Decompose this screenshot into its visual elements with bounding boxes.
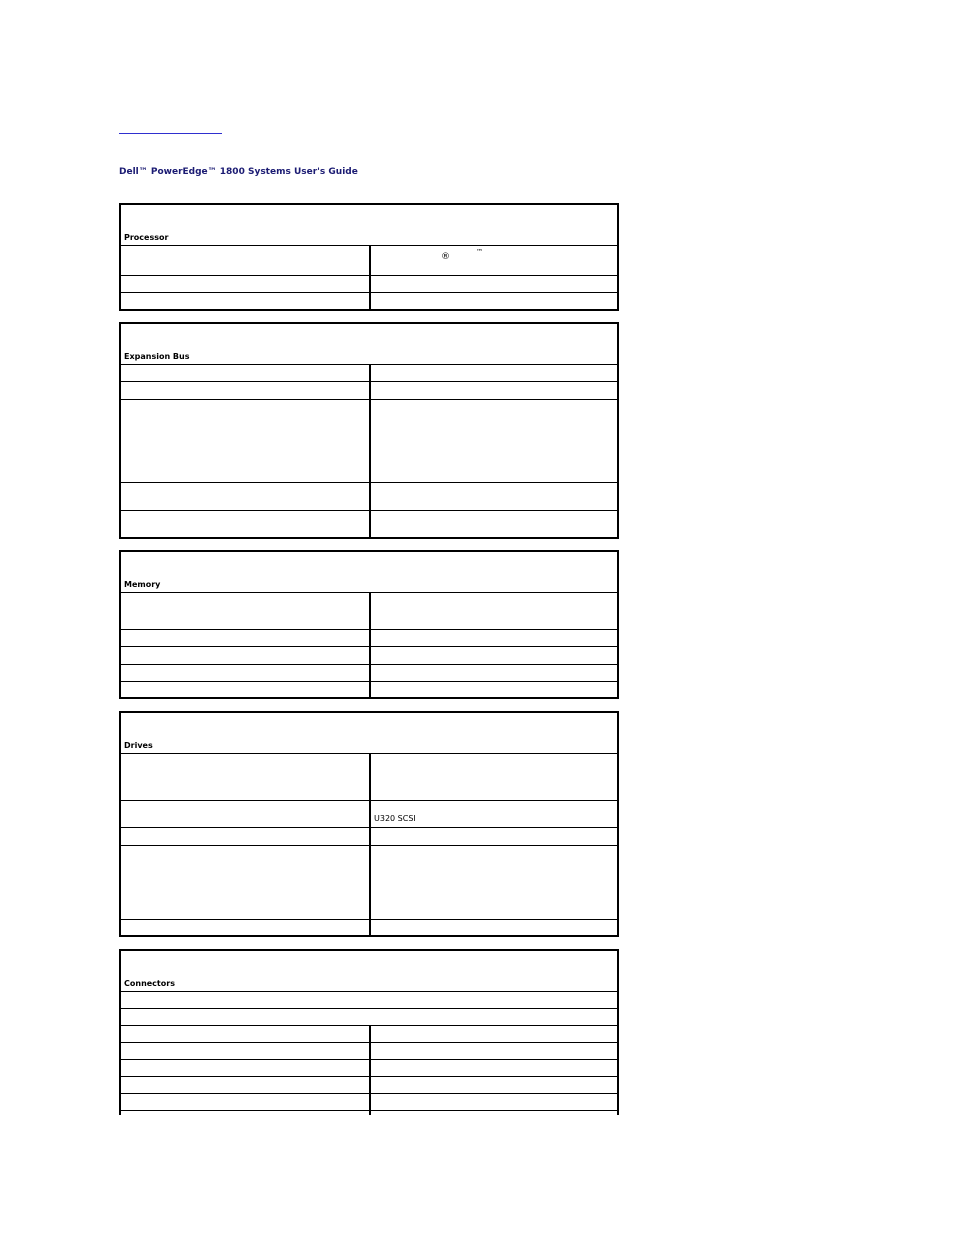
table-row	[121, 846, 617, 920]
table-cell-label	[121, 382, 371, 399]
table-cell-label	[121, 754, 371, 800]
table-row	[121, 593, 617, 630]
table-row	[121, 382, 617, 400]
table-row	[121, 665, 617, 682]
table-cell-label	[121, 992, 617, 1008]
table-cell-value	[371, 754, 617, 800]
table-cell-value	[371, 365, 617, 381]
table-cell-label	[121, 483, 371, 510]
connectors-title: Connectors	[124, 979, 175, 988]
table-cell-label	[121, 365, 371, 381]
table-row	[121, 1111, 617, 1115]
table-row	[121, 647, 617, 665]
table-cell-value	[371, 483, 617, 510]
table-cell-value	[371, 1043, 617, 1059]
table-cell-label	[121, 828, 371, 845]
expansion-bus-title: Expansion Bus	[124, 352, 190, 361]
table-row	[121, 293, 617, 309]
expansion-bus-header	[121, 324, 617, 365]
table-cell-value	[371, 828, 617, 845]
expansion-bus-table	[119, 322, 619, 539]
connectors-table	[119, 949, 619, 1115]
memory-title: Memory	[124, 580, 161, 589]
table-cell-label	[121, 801, 371, 827]
table-cell-value	[371, 1060, 617, 1076]
drive-interface-value: U320 SCSI	[374, 814, 416, 823]
registered-mark: ®	[441, 252, 450, 262]
table-cell-value	[371, 682, 617, 697]
top-nav-link[interactable]	[119, 117, 222, 134]
table-cell-label	[121, 1043, 371, 1059]
table-cell-label	[121, 682, 371, 697]
table-row	[121, 365, 617, 382]
table-cell-label	[121, 511, 371, 537]
table-cell-value	[371, 801, 617, 827]
table-cell-label	[121, 1026, 371, 1042]
drives-header	[121, 713, 617, 754]
connectors-header	[121, 951, 617, 992]
processor-title: Processor	[124, 233, 169, 242]
table-row	[121, 992, 617, 1009]
table-cell-value	[371, 1026, 617, 1042]
table-cell-value	[371, 246, 617, 275]
table-cell-value	[371, 511, 617, 537]
table-cell-label	[121, 665, 371, 681]
drives-table	[119, 711, 619, 937]
table-row	[121, 1026, 617, 1043]
table-cell-value	[371, 1111, 617, 1115]
table-cell-label	[121, 593, 371, 629]
table-cell-label	[121, 293, 371, 309]
table-cell-label	[121, 400, 371, 482]
table-row	[121, 920, 617, 935]
table-cell-label	[121, 246, 371, 275]
table-row	[121, 483, 617, 511]
table-cell-value	[371, 293, 617, 309]
table-row	[121, 276, 617, 293]
table-cell-value	[371, 1094, 617, 1110]
table-cell-label	[121, 846, 371, 919]
table-cell-value	[371, 276, 617, 292]
table-row	[121, 400, 617, 483]
table-cell-value	[371, 920, 617, 935]
table-row	[121, 1009, 617, 1026]
table-cell-label	[121, 1009, 617, 1025]
table-cell-label	[121, 630, 371, 646]
table-row	[121, 801, 617, 828]
drives-title: Drives	[124, 741, 153, 750]
table-row	[121, 1094, 617, 1111]
table-cell-value	[371, 382, 617, 399]
table-cell-label	[121, 1094, 371, 1110]
table-cell-value	[371, 1077, 617, 1093]
table-cell-label	[121, 276, 371, 292]
table-row	[121, 754, 617, 801]
table-row	[121, 1060, 617, 1077]
memory-table	[119, 550, 619, 699]
table-cell-label	[121, 647, 371, 664]
table-row	[121, 828, 617, 846]
table-row	[121, 682, 617, 697]
table-row	[121, 1043, 617, 1060]
table-cell-value	[371, 665, 617, 681]
processor-header	[121, 205, 617, 246]
processor-table	[119, 203, 619, 311]
table-cell-value	[371, 846, 617, 919]
table-cell-label	[121, 1111, 371, 1115]
table-cell-value	[371, 593, 617, 629]
table-cell-label	[121, 1060, 371, 1076]
table-row	[121, 1077, 617, 1094]
table-cell-label	[121, 920, 371, 935]
table-cell-value	[371, 630, 617, 646]
table-cell-label	[121, 1077, 371, 1093]
table-cell-value	[371, 400, 617, 482]
trademark-mark: ™	[476, 248, 483, 256]
table-row	[121, 246, 617, 276]
memory-header	[121, 552, 617, 593]
table-row	[121, 630, 617, 647]
guide-title: Dell™ PowerEdge™ 1800 Systems User's Guide	[119, 167, 358, 177]
table-cell-value	[371, 647, 617, 664]
table-row	[121, 511, 617, 537]
